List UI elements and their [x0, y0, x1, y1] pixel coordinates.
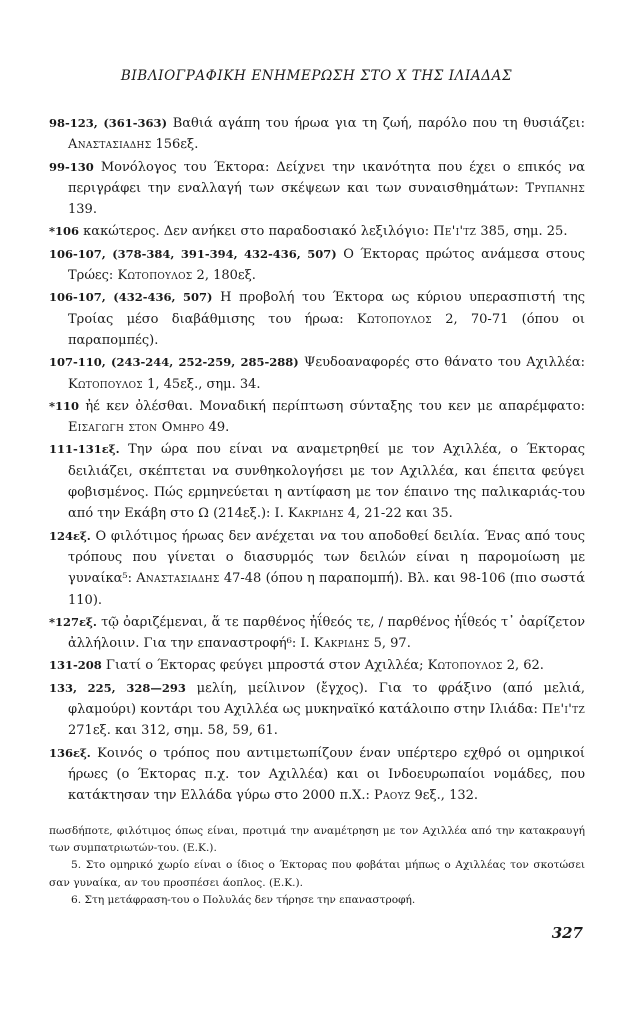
footnote: πωσδήποτε, φιλότιμος όπως είναι, προτιμά την αναμέτρηση με τον Αχιλλέα από την κατακραυγή των συμπατριωτών-του. (Ε.Κ.).: [49, 825, 585, 855]
entry-source: Τρυπανης: [525, 180, 585, 196]
entry-citation: 1, 45εξ., σημ. 34.: [142, 376, 261, 392]
entry-text: κακώτερος. Δεν ανήκει στο παραδοσιακό λεξιλόγιο:: [79, 224, 434, 240]
entry-reference: 106-107, (432-436, 507): [49, 290, 213, 305]
entry-reference: *110: [49, 398, 80, 413]
entry: [49, 743, 585, 807]
entry-text: Κοινός ο τρόπος που αντιμετωπίζουν έναν υπέρτερο εχθρό οι ομηρικοί ήρωες (ο Έκτορας π.χ. τον Αχιλλέα) και οι Ινδοευρωπαίοι νομάδες, που κατάκτησαν την Ελλάδα γύρω στο 2000 π.Χ.:: [68, 745, 585, 804]
entry-source: Αναστασιαδης: [68, 137, 152, 153]
entry: [49, 244, 585, 287]
entry: [49, 113, 585, 156]
entry: [49, 526, 585, 611]
entry-text: μελίη, μείλινον (ἔγχος). Για το φράξινο (από μελιά, φλαμούρι) κοντάρι του Αχιλλέα ως μυκηναϊκό κατάλοιπο στην Ιλιάδα:: [68, 680, 585, 718]
entry-reference: 106-107, (378-384, 391-394, 432-436, 507): [49, 246, 337, 261]
entries-list: [49, 113, 585, 808]
entry-citation: 2, 62.: [502, 658, 544, 674]
entry-text: Μονόλογος του Έκτορα: Δείχνει την ικανότητα που έχει ο επικός να περιγράφει την εναλλαγή των σκέψεων και των συναισθημάτων:: [68, 159, 585, 196]
entry-source: Αναστασιαδης: [136, 571, 220, 587]
entry-reference: 99-130: [49, 159, 94, 174]
entry: [49, 612, 585, 655]
entry-citation: 2, 180εξ.: [192, 268, 256, 284]
footnote: 6. Στη μετάφραση-του ο Πολυλάς δεν τήρησε την επαναστροφή.: [71, 893, 416, 906]
entry-citation: 4, 21-22 και 35.: [343, 506, 453, 522]
entry: [49, 221, 585, 242]
footnote: 5. Στο ομηρικό χωρίο είναι ο ίδιος ο Έκτορας που φοβάται μήπως ο Αχιλλέας τον σκοτώσει σαν γυναίκα, αν του προσπέσει άοπλος. (Ε.Κ.).: [49, 859, 585, 889]
entry-source: Κωτοπουλος: [356, 311, 432, 327]
entry-reference: 111-131εξ.: [49, 442, 120, 457]
entry-citation: 385, σημ. 25.: [476, 224, 568, 240]
entry-citation: 47-48 (όπου η παραπομπή). Βλ. και 98-106 (πιο σωστά 110).: [68, 571, 585, 608]
entry: [49, 655, 585, 676]
entry-text: Ο Έκτορας πρώτος ανάμεσα στους Τρώες:: [68, 246, 585, 284]
entry-source: Ραουζ: [374, 788, 411, 804]
entry-reference: 124εξ.: [49, 528, 91, 543]
entry-text: Ψευδοαναφορές στο θάνατο του Αχιλλέα:: [298, 355, 585, 371]
entry-citation: 271εξ. και 312, σημ. 58, 59, 61.: [68, 723, 278, 739]
entry-reference: *127εξ.: [49, 614, 97, 629]
entry-citation: 156εξ.: [151, 137, 199, 153]
entry-reference: *106: [49, 224, 80, 239]
entry-citation: 5, 97.: [369, 636, 411, 652]
entry-reference: 98-123, (361-363): [49, 116, 168, 130]
entry: [49, 396, 585, 439]
entry-reference: 107-110, (243-244, 252-259, 285-288): [49, 355, 299, 370]
running-header: ΒΙΒΛΙΟΓΡΑΦΙΚΗ ΕΝΗΜΕΡΩΣΗ ΣΤΟ Χ ΤΗΣ ΙΛΙΑΔΑΣ: [120, 68, 513, 84]
entry-source: Πε'ι'τζ: [542, 702, 585, 718]
entry-citation: 139.: [68, 202, 97, 218]
entry-source: Κωτοπουλος: [427, 658, 503, 674]
entry-citation: 9εξ., 132.: [410, 788, 479, 804]
footnotes: [49, 823, 585, 909]
entry-text: Γιατί ο Έκτορας φεύγει μπροστά στον Αχιλλέα;: [101, 658, 428, 674]
entry-text: τῷ ὀαριζέμεναι, ἅ τε παρθένος ἠΐθεός τε, / παρθένος ἠΐθεός τ᾽ ὀαρίζετον ἀλλήλοιιν. Για την επαναστροφή⁶: Ι.: [68, 614, 585, 652]
entry-reference: 133, 225, 328—293: [49, 680, 186, 695]
entry: [49, 287, 585, 351]
entry-reference: 131-208: [49, 658, 102, 673]
entry-text: Η προβολή του Έκτορα ως κύριου υπερασπιστή της Τροίας μέσο διαβάθμισης του ήρωα:: [68, 290, 586, 327]
entry-source: Κωτοπουλος: [68, 376, 143, 392]
entry-text: Βαθιά αγάπη του ήρωα για τη ζωή, παρόλο που τη θυσιάζει:: [167, 116, 585, 131]
entry-reference: 136εξ.: [49, 745, 91, 760]
entry-text: Ο φιλότιμος ήρωας δεν ανέχεται να του αποδοθεί δειλία. Ένας από τους τρόπους που γίνεται ο διασυρμός των δειλών είναι η παρομοίωση με γυναίκα⁵:: [68, 528, 585, 587]
entry-citation: 49.: [204, 420, 230, 436]
entry-source: Κωτοπουλος: [117, 268, 193, 284]
entry-text: Την ώρα που είναι να αναμετρηθεί με τον Αχιλλέα, ο Έκτορας δειλιάζει, σκέπτεται να συνθηκολογήσει με τον Αχιλλέα, και έπειτα φεύγει φοβισμένος. Πώς ερμηνεύεται η αντίφαση με τον έπαινο της παλικαριάς-του από την Εκάβη στο Ω (214εξ.): Ι.: [68, 442, 585, 522]
entry-citation: 2, 70-71 (όπου οι παραπομπές).: [68, 311, 585, 348]
entry: [49, 352, 585, 395]
entry-source: Κακριδης: [313, 636, 370, 652]
entry-source: Πε'ι'τζ: [433, 224, 477, 240]
entry-text: ἠέ κεν ὀλέσθαι. Μοναδική περίπτωση σύνταξης του κεν με απαρέμφατο:: [79, 398, 585, 414]
entry-source: Εισαγωγη στον Ομηρο: [68, 420, 205, 436]
entry: [49, 157, 585, 221]
entry: [49, 678, 585, 742]
page-number: 327: [551, 924, 583, 942]
entry-source: Κακριδης: [287, 506, 344, 522]
entry: [49, 439, 585, 524]
